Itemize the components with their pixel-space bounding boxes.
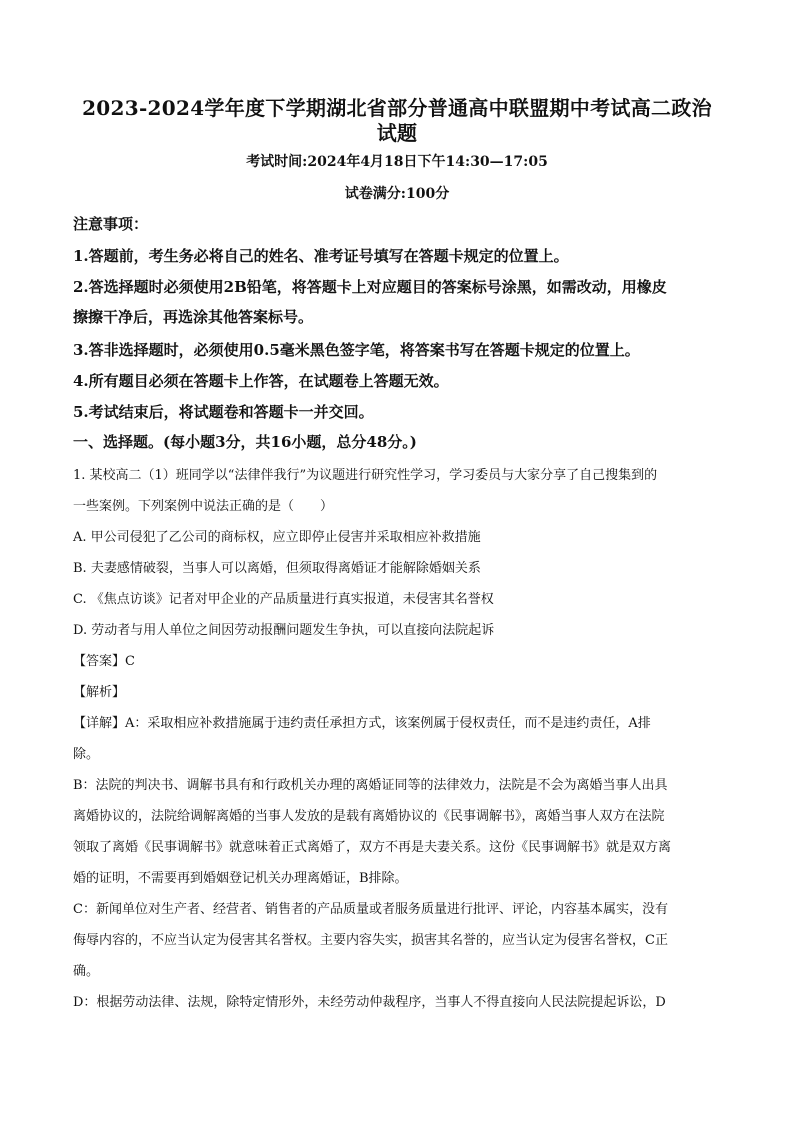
exam-title-continued: 试题 xyxy=(376,121,418,145)
question-stem: 1. 某校高二（1）班同学以“法律伴我行”为议题进行研究性学习，学习委员与大家分享了自己搜集到的 xyxy=(73,468,658,483)
answer-line xyxy=(73,650,723,669)
detail-line-7: C：新闻单位对生产者、经营者、销售者的产品质量或者服务质量进行批评、评论，内容基本属实，没有 xyxy=(73,902,668,917)
option-b: B. 夫妻感情破裂，当事人可以离婚，但须取得离婚证才能解除婚姻关系 xyxy=(73,561,481,576)
detail-line-6: 婚的证明，不需要再到婚姻登记机关办理离婚证，B排除。 xyxy=(73,871,408,886)
detail-label: 【详解】 xyxy=(73,716,126,731)
detail-line-3: B：法院的判决书、调解书具有和行政机关办理的离婚证同等的法律效力，法院是不会为离婚当事人出具 xyxy=(73,778,668,793)
notice-heading: 注意事项： xyxy=(73,215,149,233)
option-d: D. 劳动者与用人单位之间因劳动报酬问题发生争执，可以直接向法院起诉 xyxy=(73,623,495,638)
full-score: 试卷满分:100分 xyxy=(344,186,450,202)
notice-item-4: 4.所有题目必须在答题卡上作答，在试题卷上答题无效。 xyxy=(73,372,449,390)
notice-item-2: 2.答选择题时必须使用2B铅笔，将答题卡上对应题目的答案标号涂黑，如需改动，用橡皮 xyxy=(73,278,667,296)
detail-line-10: D：根据劳动法律、法规，除特定情形外，未经劳动仲裁程序，当事人不得直接向人民法院提起诉讼，D xyxy=(73,995,666,1010)
detail-text: A：采取相应补救措施属于违约责任承担方式，该案例属于侵权责任，而不是违约责任，A排 xyxy=(125,716,651,731)
detail-line-9: 确。 xyxy=(73,964,100,979)
question-stem-continued: 一些案例。下列案例中说法正确的是（ ） xyxy=(73,499,334,514)
detail-line-4: 离婚协议的，法院给调解离婚的当事人发放的是载有离婚协议的《民事调解书》，离婚当事人双方在法院 xyxy=(73,809,665,824)
option-c: C. 《焦点访谈》记者对甲企业的产品质量进行真实报道，未侵害其名誉权 xyxy=(73,592,494,607)
notice-item-2-continued: 擦擦干净后，再选涂其他答案标号。 xyxy=(73,308,314,326)
detail-line-1 xyxy=(73,712,723,731)
notice-item-3: 3.答非选择题时，必须使用0.5毫米黑色签字笔，将答案书写在答题卡规定的位置上。 xyxy=(73,341,640,359)
option-a: A. 甲公司侵犯了乙公司的商标权，应立即停止侵害并采取相应补救措施 xyxy=(73,530,481,545)
analysis-label: 【解析】 xyxy=(73,685,126,700)
exam-time: 考试时间:2024年4月18日下午14:30—17:05 xyxy=(246,154,548,170)
detail-line-2: 除。 xyxy=(73,747,100,762)
exam-title: 2023-2024学年度下学期湖北省部分普通高中联盟期中考试高二政治 xyxy=(82,96,712,120)
detail-line-8: 侮辱内容的，不应当认定为侵害其名誉权。主要内容失实，损害其名誉的，应当认定为侵害名誉权，C正 xyxy=(73,933,668,948)
answer-label: 【答案】 xyxy=(73,654,126,669)
section-heading: 一、选择题。(每小题3分，共16小题，总分48分。) xyxy=(73,433,417,451)
answer-value: C xyxy=(125,654,135,669)
notice-item-1: 1.答题前，考生务必将自己的姓名、准考证号填写在答题卡规定的位置上。 xyxy=(73,247,569,265)
notice-item-5: 5.考试结束后，将试题卷和答题卡一并交回。 xyxy=(73,403,374,421)
detail-line-5: 领取了离婚《民事调解书》就意味着正式离婚了，双方不再是夫妻关系。这份《民事调解书》就是双方离 xyxy=(73,840,672,855)
